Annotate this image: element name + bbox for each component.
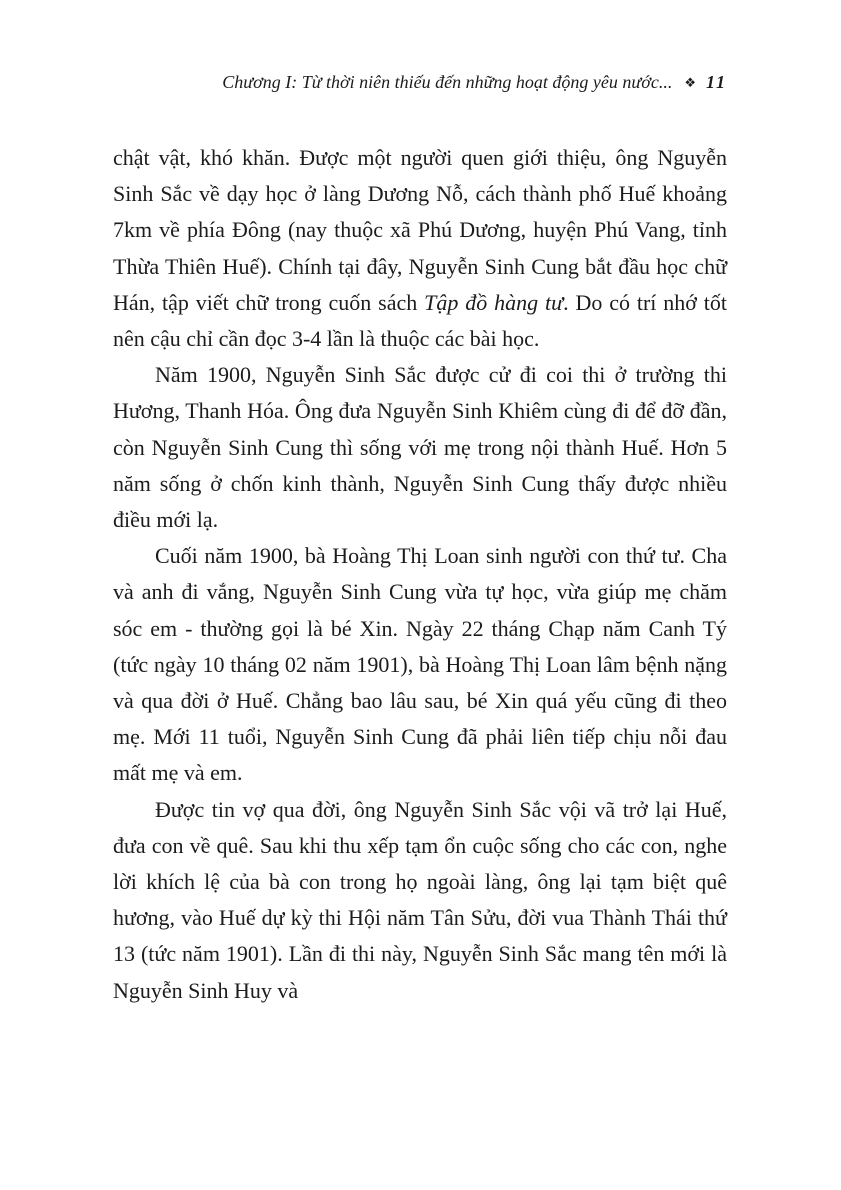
paragraph — [113, 357, 727, 538]
book-title-italic: Tập đồ hàng tư — [424, 289, 564, 315]
diamond-ornament-icon: ❖ — [684, 75, 696, 90]
paragraph-text: Được tin vợ qua đời, ông Nguyễn Sinh Sắc vội vã trở lại Huế, đưa con về quê. Sau khi thu xếp tạm ổn cuộc sống cho các con, nghe lời khích lệ của bà con trong họ ngoài làng, ông lại tạm biệt quê hương, vào Huế dự kỳ thi Hội năm Tân Sửu, đời vua Thành Thái thứ 13 (tức năm 1901). Lần đi thi này, Nguyễn Sinh Sắc mang tên mới là Nguyễn Sinh Huy và — [113, 796, 727, 1003]
chapter-title: Chương I: Từ thời niên thiếu đến những hoạt động yêu nước... — [222, 72, 673, 92]
paragraph — [113, 538, 727, 791]
running-header — [113, 70, 727, 96]
paragraph — [113, 140, 727, 357]
page-body — [113, 140, 727, 1009]
paragraph-text: chật vật, khó khăn. Được một người quen giới thiệu, ông Nguyễn Sinh Sắc về dạy học ở làng Dương Nỗ, cách thành phố Huế khoảng 7km về phía Đông (nay thuộc xã Phú Dương, huyện Phú Vang, tỉnh Thừa Thiên Huế). Chính tại đây, Nguyễn Sinh Cung bắt đầu học chữ Hán, tập viết chữ trong cuốn sách — [113, 145, 727, 315]
paragraph-text: Cuối năm 1900, bà Hoàng Thị Loan sinh người con thứ tư. Cha và anh đi vắng, Nguyễn Sinh Cung vừa tự học, vừa giúp mẹ chăm sóc em - thường gọi là bé Xin. Ngày 22 tháng Chạp năm Canh Tý (tức ngày 10 tháng 02 năm 1901), bà Hoàng Thị Loan lâm bệnh nặng và qua đời ở Huế. Chẳng bao lâu sau, bé Xin quá yếu cũng đi theo mẹ. Mới 11 tuổi, Nguyễn Sinh Cung đã phải liên tiếp chịu nỗi đau mất mẹ và em. — [113, 543, 727, 786]
page-number: 11 — [705, 72, 727, 92]
paragraph — [113, 792, 727, 1009]
paragraph-text: Năm 1900, Nguyễn Sinh Sắc được cử đi coi thi ở trường thi Hương, Thanh Hóa. Ông đưa Nguyễn Sinh Khiêm cùng đi để đỡ đần, còn Nguyễn Sinh Cung thì sống với mẹ trong nội thành Huế. Hơn 5 năm sống ở chốn kinh thành, Nguyễn Sinh Cung thấy được nhiều điều mới lạ. — [113, 362, 727, 533]
paragraph-text: . Do có trí nhớ tốt nên cậu chỉ cần đọc 3-4 lần là thuộc các bài học. — [113, 289, 727, 352]
